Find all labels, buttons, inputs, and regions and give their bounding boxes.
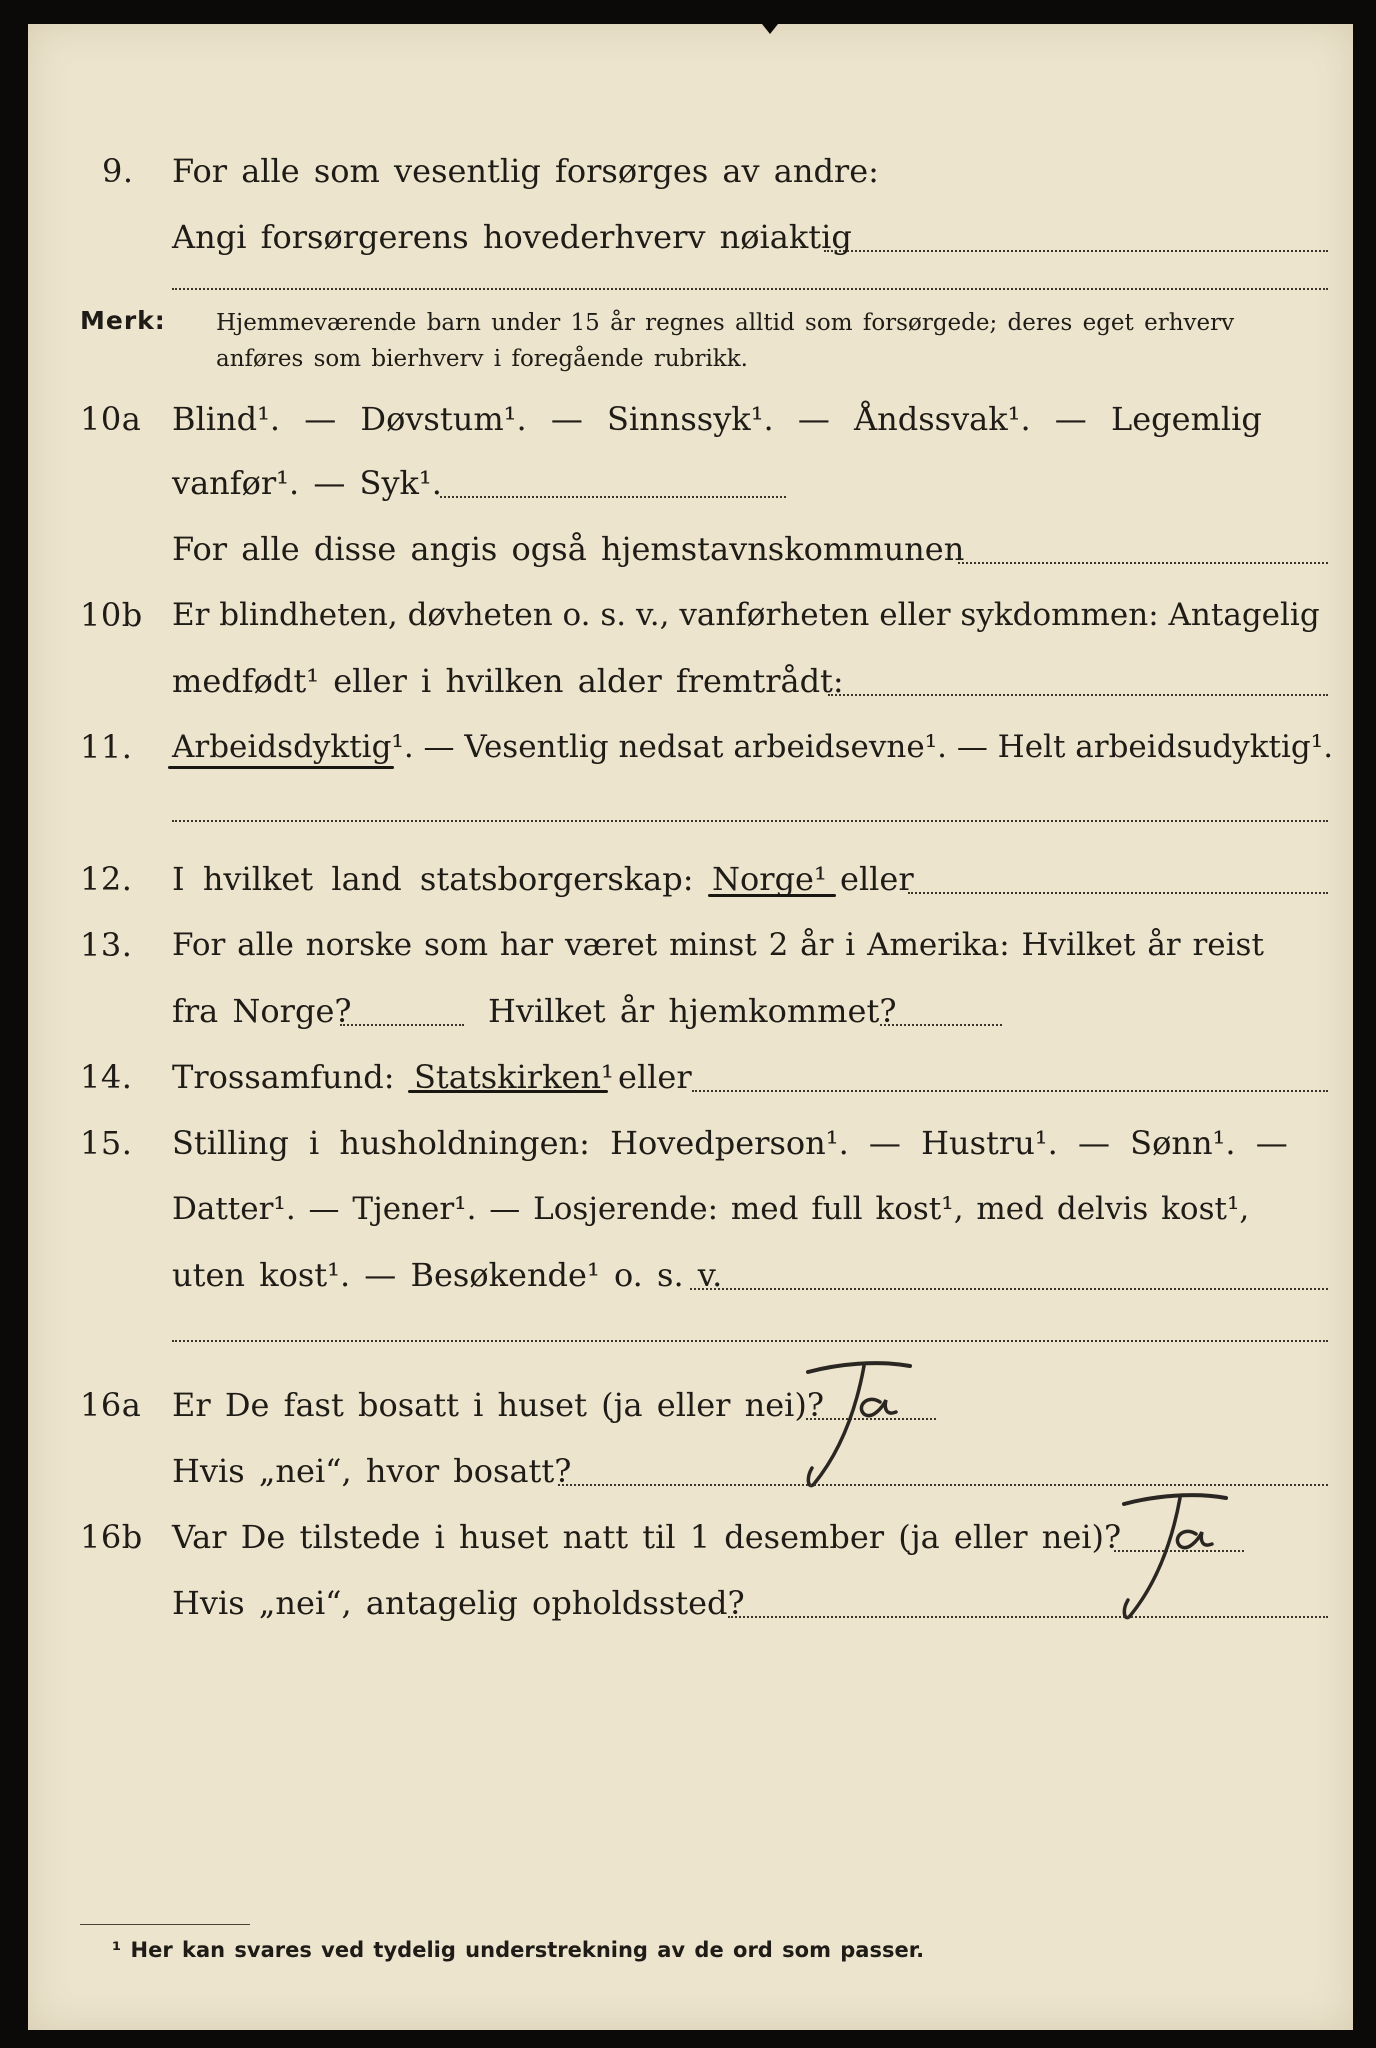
question-15-line-3 bbox=[28, 1250, 1353, 1300]
note-text: anføres som bierhverv i foregående rubrikk. bbox=[216, 346, 748, 372]
question-text: Trossamfund: bbox=[172, 1058, 395, 1096]
answer-field[interactable] bbox=[692, 1090, 1328, 1092]
census-form-page bbox=[28, 24, 1353, 2030]
answer-field[interactable] bbox=[440, 496, 786, 498]
handwritten-answer-text: Ja bbox=[1084, 1482, 1085, 1483]
question-text: For alle norske som har været minst 2 år i Amerika: Hvilket år reist bbox=[172, 927, 1264, 963]
answer-field[interactable] bbox=[958, 562, 1328, 564]
question-text: For alle som vesentlig forsørges av andre: bbox=[172, 152, 879, 190]
question-number: 14. bbox=[80, 1058, 133, 1096]
answer-underline-norge bbox=[708, 894, 836, 897]
question-text: Hvis „nei“, hvor bosatt? bbox=[172, 1452, 572, 1490]
question-text: I hvilket land statsborgerskap: bbox=[172, 860, 694, 898]
answer-rule[interactable] bbox=[172, 1340, 1328, 1342]
question-9-line-2 bbox=[28, 212, 1353, 262]
question-15 bbox=[28, 1118, 1353, 1168]
question-12 bbox=[28, 854, 1353, 904]
question-10b bbox=[28, 590, 1353, 640]
question-number: 16a bbox=[80, 1386, 142, 1424]
handwritten-answer-text: Ja bbox=[768, 1350, 769, 1351]
question-number: 16b bbox=[80, 1518, 143, 1556]
footnote-text: ¹ Her kan svares ved tydelig understrekning av de ord som passer. bbox=[112, 1938, 925, 1962]
question-text: Hvis „nei“, antagelig opholdssted? bbox=[172, 1584, 745, 1622]
question-13 bbox=[28, 920, 1353, 970]
question-text: eller bbox=[840, 860, 914, 898]
question-text: medfødt¹ eller i hvilken alder fremtrådt: bbox=[172, 662, 844, 700]
question-number: 13. bbox=[80, 926, 133, 964]
question-text: Var De tilstede i huset natt til 1 desember (ja eller nei)? bbox=[172, 1518, 1122, 1556]
answer-field[interactable] bbox=[690, 1288, 1328, 1290]
question-10a-line-2 bbox=[28, 458, 1353, 508]
question-text: Arbeidsdyktig¹. — Vesentlig nedsat arbeidsevne¹. — Helt arbeidsudyktig¹. bbox=[172, 729, 1334, 765]
question-number: 12. bbox=[80, 860, 133, 898]
question-text: Blind¹. — Døvstum¹. — Sinnssyk¹. — Åndssvak¹. — Legemlig bbox=[172, 400, 1262, 438]
answer-rule[interactable] bbox=[172, 288, 1328, 290]
question-text: fra Norge? bbox=[172, 992, 352, 1030]
answer-field[interactable] bbox=[880, 1024, 1002, 1026]
page-notch bbox=[762, 24, 778, 34]
answer-underline-statskirken bbox=[408, 1090, 608, 1093]
question-number: 11. bbox=[80, 728, 133, 766]
question-number: 10b bbox=[80, 596, 143, 634]
note-label: Merk: bbox=[80, 306, 166, 335]
question-text: uten kost¹. — Besøkende¹ o. s. v. bbox=[172, 1256, 723, 1294]
answer-option-norge[interactable]: Norge¹ bbox=[712, 860, 827, 898]
question-11 bbox=[28, 722, 1353, 772]
answer-field[interactable] bbox=[824, 250, 1328, 252]
footnote-rule bbox=[80, 1924, 250, 1925]
question-15-line-2 bbox=[28, 1184, 1353, 1234]
question-number: 15. bbox=[80, 1124, 133, 1162]
question-text: Er De fast bosatt i huset (ja eller nei)? bbox=[172, 1386, 825, 1424]
question-10b-line-2 bbox=[28, 656, 1353, 706]
question-9 bbox=[28, 146, 1353, 196]
question-text: Datter¹. — Tjener¹. — Losjerende: med full kost¹, med delvis kost¹, bbox=[172, 1191, 1250, 1227]
question-10a bbox=[28, 394, 1353, 444]
question-16b-line-2 bbox=[28, 1578, 1353, 1628]
answer-option-statskirken[interactable]: Statskirken¹ bbox=[414, 1058, 614, 1096]
answer-rule[interactable] bbox=[172, 820, 1328, 822]
question-text: Angi forsørgerens hovederhverv nøiaktig bbox=[172, 218, 852, 256]
answer-field[interactable] bbox=[828, 694, 1328, 696]
question-16a bbox=[28, 1380, 1353, 1430]
question-text: eller bbox=[618, 1058, 692, 1096]
answer-field[interactable] bbox=[728, 1616, 1328, 1618]
question-10a-line-3 bbox=[28, 524, 1353, 574]
question-text: Er blindheten, døvheten o. s. v., vanførheten eller sykdommen: Antagelig bbox=[172, 597, 1320, 633]
note-text: Hjemmeværende barn under 15 år regnes alltid som forsørgede; deres eget erhverv bbox=[216, 310, 1235, 336]
question-13-line-2 bbox=[28, 986, 1353, 1036]
question-text: Hvilket år hjemkommet? bbox=[488, 992, 897, 1030]
question-text: vanfør¹. — Syk¹. bbox=[172, 464, 442, 502]
answer-underline-arbeidsdyktig bbox=[168, 766, 394, 769]
question-text: Stilling i husholdningen: Hovedperson¹. — Hustru¹. — Sønn¹. — bbox=[172, 1124, 1288, 1162]
question-number: 10a bbox=[80, 400, 142, 438]
question-text: For alle disse angis også hjemstavnskommunen bbox=[172, 530, 965, 568]
answer-field[interactable] bbox=[908, 892, 1328, 894]
answer-field[interactable] bbox=[340, 1024, 464, 1026]
question-number: 9. bbox=[102, 152, 134, 190]
question-14 bbox=[28, 1052, 1353, 1102]
